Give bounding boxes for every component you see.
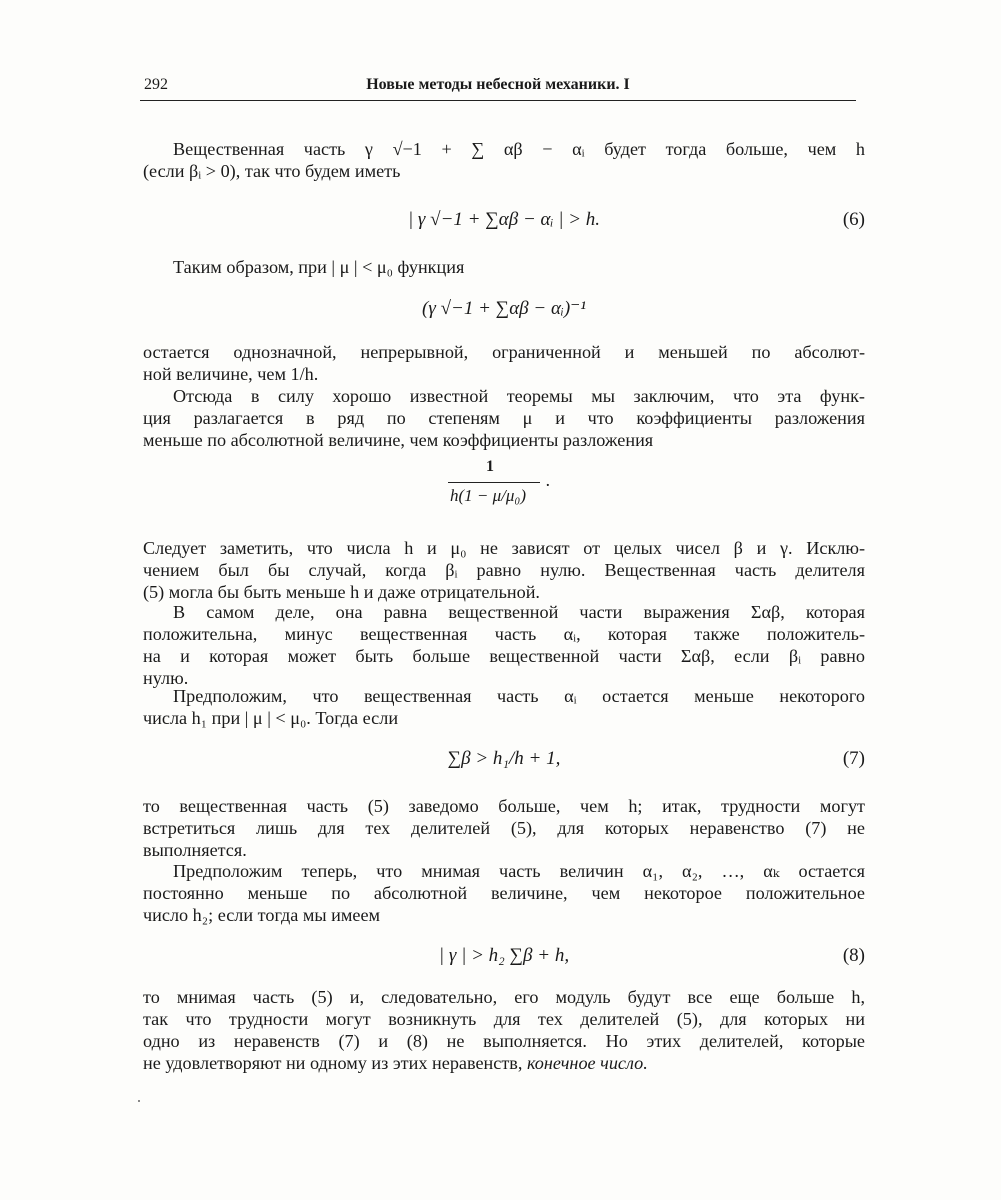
paragraph-2: [143, 256, 865, 278]
text-line: то мнимая часть (5) и, следовательно, его модуль будут все еще больше h,: [143, 987, 865, 1007]
equation-function: [143, 294, 865, 324]
equation-7: [143, 744, 865, 774]
fraction-expression: [440, 458, 560, 528]
text-line: числа h₁ при | μ | < μ₀. Тогда если: [143, 708, 399, 728]
text-line: положительна, минус вещественная часть αᵢ, которая также положитель-: [143, 624, 865, 644]
text-line: меньше по абсолютной величине, чем коэффициенты разложения: [143, 430, 654, 450]
text-line: так что трудности могут возникнуть для тех делителей (5), для которых ни: [143, 1009, 865, 1029]
equation-expression: | γ | > h₂ ∑β + h,: [438, 945, 570, 966]
equation-expression: (γ √−1 + ∑αβ − αᵢ)⁻¹: [422, 298, 586, 319]
equation-6: [143, 205, 865, 235]
text-line: нулю.: [143, 668, 189, 688]
equation-8: [143, 941, 865, 971]
equation-expression: ∑β > h₁/h + 1,: [447, 748, 561, 769]
text-line: ной величине, чем 1/h.: [143, 364, 319, 384]
paragraph-10: [143, 986, 865, 1074]
italic-phrase: конечное число.: [526, 1053, 648, 1073]
text-line: ция разлагается в ряд по степеням μ и что коэффициенты разложения: [143, 408, 865, 428]
text-line: то вещественная часть (5) заведомо больше, чем h; итак, трудности могут: [143, 796, 865, 816]
fraction-period: .: [546, 470, 551, 490]
text-line: встретиться лишь для тех делителей (5), для которых неравенство (7) не: [143, 818, 865, 838]
fraction-denominator: h(1 − μ/μ₀): [450, 486, 526, 505]
text-line: Отсюда в силу хорошо известной теоремы мы заключим, что эта функ-: [173, 386, 865, 406]
fraction-bar: [448, 482, 540, 483]
text-line: постоянно меньше по абсолютной величине, чем некоторое положительное: [143, 883, 865, 903]
equation-expression: | γ √−1 + ∑αβ − αᵢ | > h.: [407, 209, 601, 230]
text-line: В самом деле, она равна вещественной части выражения Σαβ, которая: [173, 602, 865, 622]
text-line: чением был бы случай, когда βᵢ равно нулю. Вещественная часть делителя: [143, 560, 865, 580]
paragraph-8: [143, 795, 865, 861]
paragraph-5: [143, 537, 865, 603]
text-span: не удовлетворяют ни одному из этих неравенств,: [143, 1053, 527, 1073]
paragraph-3: [143, 341, 865, 385]
text-line: (если βᵢ > 0), так что будем иметь: [143, 161, 401, 181]
text-line: на и которая может быть больше вещественной части Σαβ, если βᵢ равно: [143, 646, 865, 666]
text-line: (5) могла бы быть меньше h и даже отрицательной.: [143, 582, 540, 602]
text-line: Вещественная часть γ √−1 + ∑ αβ − αᵢ будет тогда больше, чем h: [173, 139, 865, 159]
scan-speck: [138, 1100, 140, 1102]
paragraph-1: [143, 138, 865, 182]
text-line: остается однозначной, непрерывной, ограниченной и меньшей по абсолют-: [143, 342, 865, 362]
paragraph-7: [143, 685, 865, 729]
paragraph-4: [143, 385, 865, 451]
running-title: Новые методы небесной механики. I: [366, 76, 630, 93]
text-line: Таким образом, при | μ | < μ₀ функция: [173, 257, 465, 277]
text-line: [143, 1052, 865, 1074]
running-header: [140, 76, 856, 101]
paragraph-6: [143, 601, 865, 689]
text-line: одно из неравенств (7) и (8) не выполняется. Но этих делителей, которые: [143, 1031, 865, 1051]
text-line: Предположим теперь, что мнимая часть величин α₁, α₂, …, αₖ остается: [173, 861, 865, 881]
text-line: Предположим, что вещественная часть αᵢ остается меньше некоторого: [173, 686, 865, 706]
fraction-numerator: 1: [486, 458, 494, 475]
equation-number: (8): [842, 945, 865, 966]
page-number: 292: [144, 76, 168, 93]
paragraph-9: [143, 860, 865, 926]
equation-number: (6): [842, 209, 865, 230]
equation-number: (7): [842, 748, 865, 769]
text-line: число h₂; если тогда мы имеем: [143, 905, 381, 925]
text-line: Следует заметить, что числа h и μ₀ не зависят от целых чисел β и γ. Исклю-: [143, 538, 865, 558]
text-line: выполняется.: [143, 840, 247, 860]
